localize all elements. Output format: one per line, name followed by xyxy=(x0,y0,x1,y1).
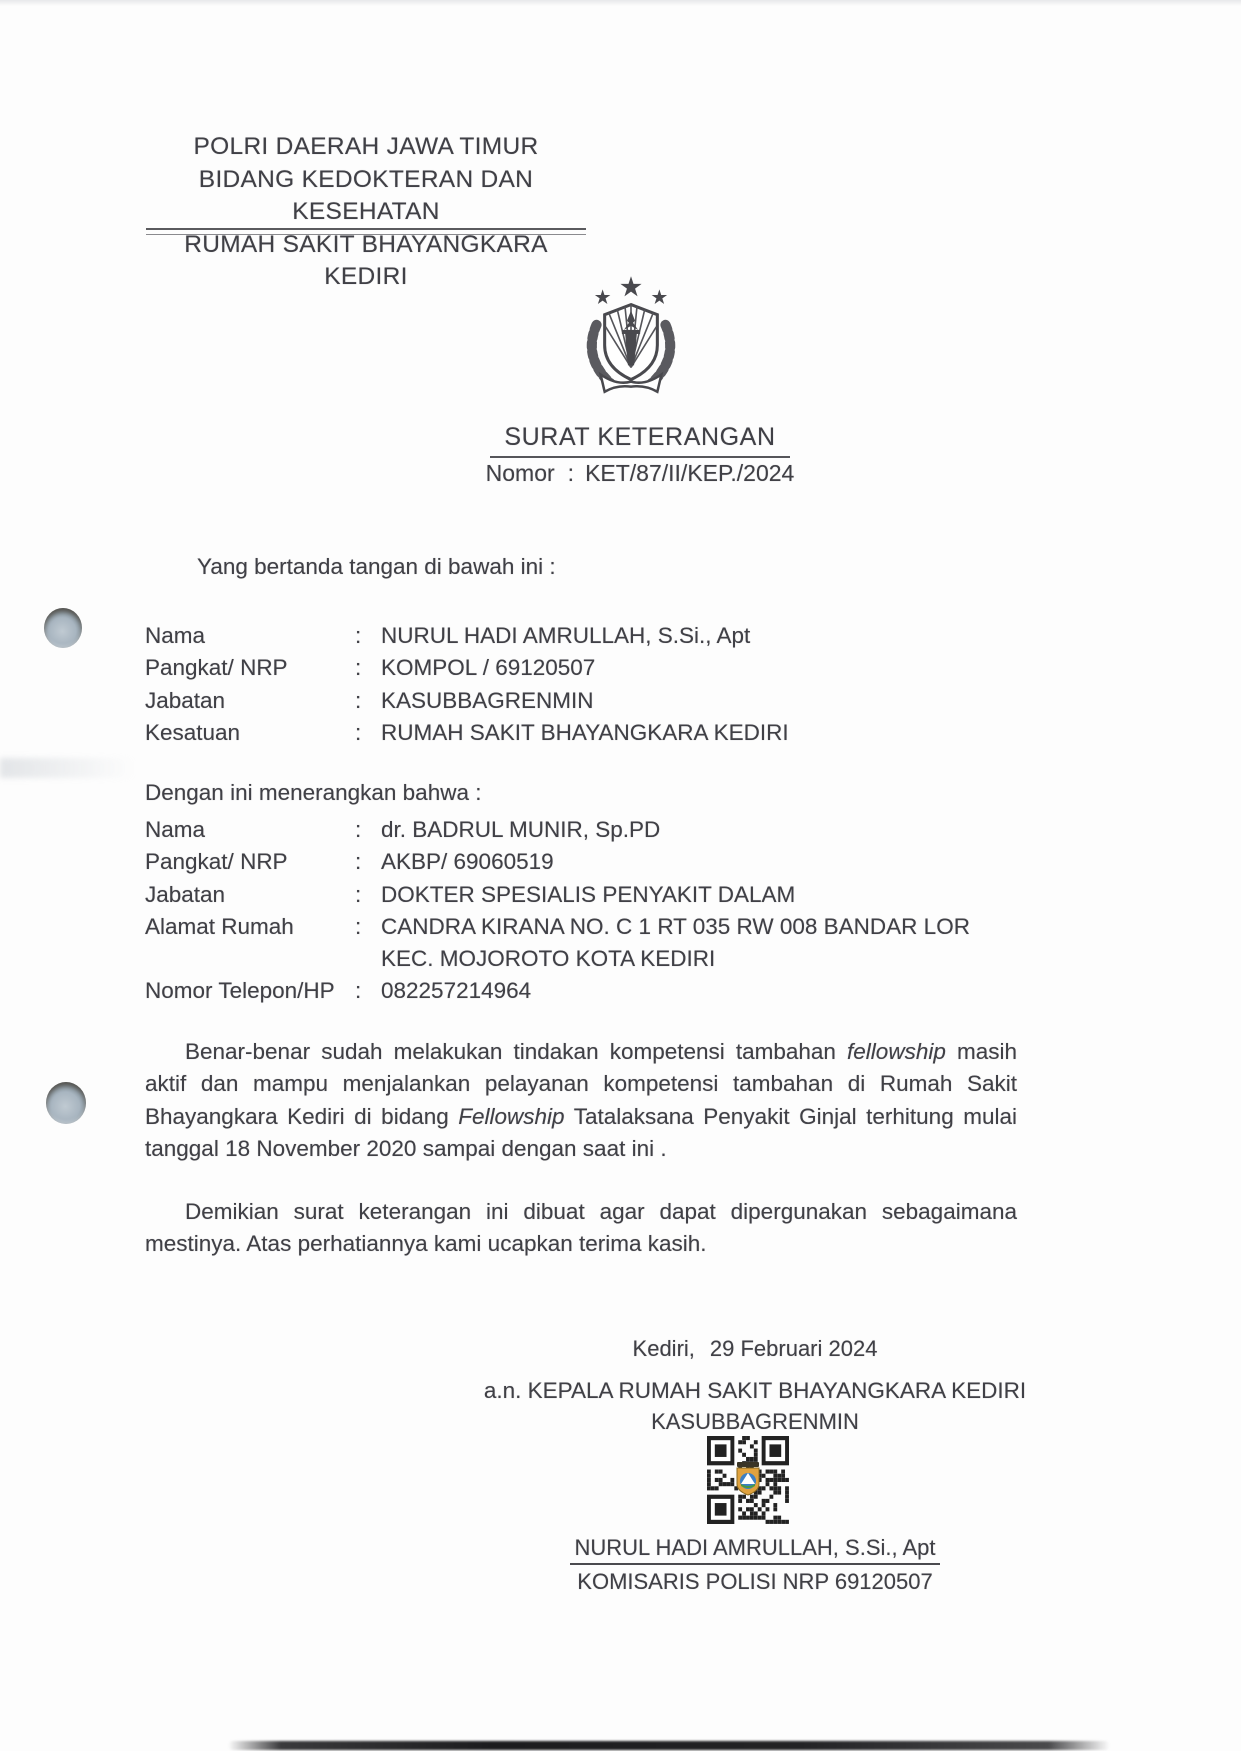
row-colon: : xyxy=(355,623,362,648)
city: Kediri, xyxy=(632,1336,695,1361)
detail-row xyxy=(145,685,1025,717)
italic-term-fellowship: fellowship xyxy=(847,1039,946,1064)
row-value: dr. BADRUL MUNIR, Sp.PD xyxy=(381,817,661,842)
statement-intro-line: Dengan ini menerangkan bahwa : xyxy=(145,780,482,805)
letterhead-rule xyxy=(146,228,586,235)
row-label: Jabatan xyxy=(145,881,226,907)
letterhead-line-2: BIDANG KEDOKTERAN DAN KESEHATAN xyxy=(198,165,534,225)
letterhead xyxy=(149,131,583,294)
letterhead-line-3: RUMAH SAKIT BHAYANGKARA KEDIRI xyxy=(184,230,548,290)
body-paragraph-2: Demikian surat keterangan ini dibuat agar dapat dipergunakan sebagaimana mestinya. Atas perhatiannya kami ucapkan terima kasih. xyxy=(145,1199,1017,1257)
row-value xyxy=(381,911,1025,976)
signer-name-line xyxy=(452,1535,1058,1565)
detail-row xyxy=(145,620,1025,652)
paragraph-text: masih aktif dan mampu menjalankan pelayanan kompetensi tambahan di Rumah Sakit Bhayangkara Kediri di bidang xyxy=(145,1039,1017,1129)
body-paragraph-1 xyxy=(145,1036,1017,1165)
row-label: Pangkat/ NRP xyxy=(145,849,288,875)
nomor-label: Nomor xyxy=(485,460,555,486)
row-label: Alamat Rumah xyxy=(145,913,294,939)
qr-code xyxy=(707,1436,789,1524)
row-label: Nomor Telepon/HP xyxy=(145,978,335,1004)
nomor-value: KET/87/II/KEP./2024 xyxy=(585,460,795,486)
row-colon: : xyxy=(355,913,362,939)
detail-row xyxy=(145,846,1025,878)
row-value: 082257214964 xyxy=(381,978,532,1004)
row-value: AKBP/ 69060519 xyxy=(381,849,554,875)
date: 29 Februari 2024 xyxy=(709,1336,878,1361)
document-title: SURAT KETERANGAN xyxy=(490,423,789,458)
row-colon: : xyxy=(355,655,362,681)
row-label: Jabatan xyxy=(145,687,226,713)
row-value: RUMAH SAKIT BHAYANGKARA KEDIRI xyxy=(381,719,789,745)
polri-emblem-icon xyxy=(556,256,706,418)
italic-term-fellowship: Fellowship xyxy=(458,1103,565,1129)
address-line-2: KEC. MOJOROTO KOTA KEDIRI xyxy=(381,946,716,972)
detail-row xyxy=(145,879,1025,911)
row-colon: : xyxy=(355,817,362,842)
row-label: Pangkat/ NRP xyxy=(145,655,288,681)
subject-details xyxy=(145,814,1025,1008)
detail-row xyxy=(145,814,1025,846)
letterhead-line-1: POLRI DAERAH JAWA TIMUR xyxy=(193,133,539,160)
scan-smudge-artifact xyxy=(0,758,135,778)
place-date-line xyxy=(452,1336,1058,1362)
row-value: KOMPOL / 69120507 xyxy=(381,655,596,681)
address-line-1: CANDRA KIRANA NO. C 1 RT 035 RW 008 BANDAR LOR xyxy=(381,913,970,939)
detail-row xyxy=(145,975,1025,1007)
scan-bottom-streak-artifact xyxy=(228,1741,1110,1750)
row-label: Kesatuan xyxy=(145,719,241,745)
punch-hole-bottom xyxy=(46,1082,86,1124)
detail-row xyxy=(145,911,1025,976)
scan-edge-artifact xyxy=(0,0,1241,6)
on-behalf-line: a.n. KEPALA RUMAH SAKIT BHAYANGKARA KEDIRI xyxy=(483,1378,1027,1403)
intro-line: Yang bertanda tangan di bawah ini : xyxy=(197,554,556,579)
row-value: KASUBBAGRENMIN xyxy=(381,687,594,713)
row-colon: : xyxy=(355,881,362,907)
jawa-timur-emblem-icon xyxy=(734,1462,762,1496)
row-colon: : xyxy=(355,849,362,875)
row-value: NURUL HADI AMRULLAH, S.Si., Apt xyxy=(381,623,751,648)
detail-row xyxy=(145,652,1025,684)
row-label: Nama xyxy=(145,817,206,842)
signer-position: KASUBBAGRENMIN xyxy=(651,1409,859,1434)
document-number-line xyxy=(395,460,885,487)
paragraph-text: Tatalaksana Penyakit Ginjal terhitung mulai tanggal 18 November 2020 sampai dengan saat ini . xyxy=(145,1103,1017,1161)
document-title-block xyxy=(395,423,885,487)
detail-row xyxy=(145,717,1025,749)
paragraph-text: Benar-benar sudah melakukan tindakan kompetensi tambahan xyxy=(185,1039,848,1064)
signer-name: NURUL HADI AMRULLAH, S.Si., Apt xyxy=(570,1535,939,1565)
row-value: DOKTER SPESIALIS PENYAKIT DALAM xyxy=(381,881,796,907)
signer-rank-nrp: KOMISARIS POLISI NRP 69120507 xyxy=(577,1569,933,1594)
nomor-colon: : xyxy=(567,460,575,486)
signer-details xyxy=(145,620,1025,749)
row-colon: : xyxy=(355,687,362,713)
row-colon: : xyxy=(355,719,362,745)
row-label: Nama xyxy=(145,623,206,648)
row-colon: : xyxy=(355,978,362,1004)
punch-hole-top xyxy=(44,608,82,648)
